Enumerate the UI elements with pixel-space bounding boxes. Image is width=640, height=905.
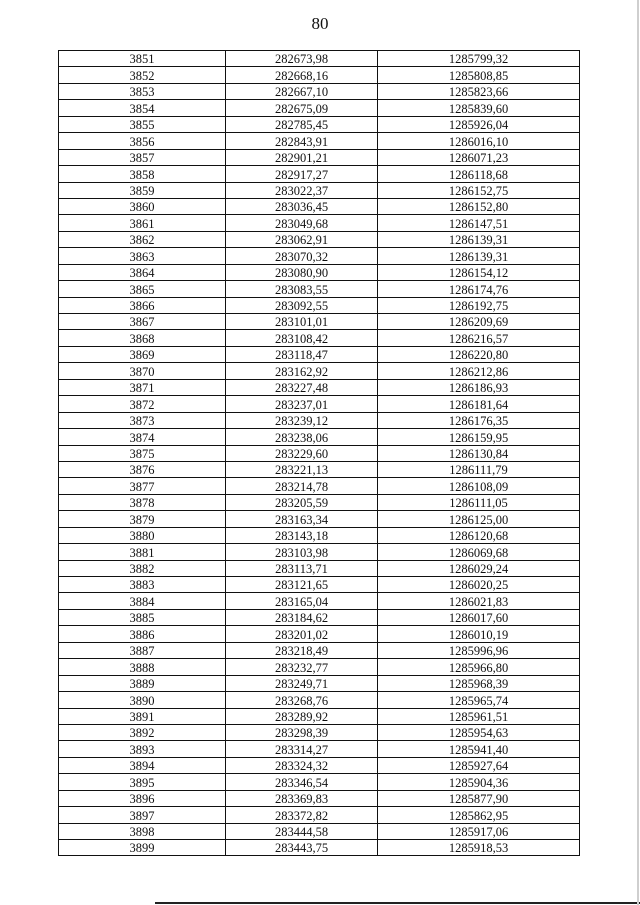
point-number-cell: 3899 (59, 840, 226, 856)
table-row (59, 741, 580, 757)
point-number-cell: 3889 (59, 675, 226, 691)
table-row (59, 396, 580, 412)
point-number-cell: 3876 (59, 461, 226, 477)
x-coordinate-cell: 283444,58 (226, 823, 378, 839)
table-row (59, 774, 580, 790)
point-number-cell: 3852 (59, 67, 226, 83)
table-row (59, 461, 580, 477)
y-coordinate-cell: 1285877,90 (378, 790, 580, 806)
x-coordinate-cell: 283121,65 (226, 577, 378, 593)
x-coordinate-cell: 282675,09 (226, 100, 378, 116)
table-row (59, 215, 580, 231)
x-coordinate-cell: 283214,78 (226, 478, 378, 494)
y-coordinate-cell: 1286125,00 (378, 511, 580, 527)
table-row (59, 297, 580, 313)
point-number-cell: 3893 (59, 741, 226, 757)
table-row (59, 231, 580, 247)
y-coordinate-cell: 1285966,80 (378, 659, 580, 675)
x-coordinate-cell: 283372,82 (226, 807, 378, 823)
table-row (59, 626, 580, 642)
y-coordinate-cell: 1285941,40 (378, 741, 580, 757)
point-number-cell: 3872 (59, 396, 226, 412)
y-coordinate-cell: 1286174,76 (378, 281, 580, 297)
x-coordinate-cell: 283324,32 (226, 757, 378, 773)
x-coordinate-cell: 283201,02 (226, 626, 378, 642)
y-coordinate-cell: 1286186,93 (378, 379, 580, 395)
point-number-cell: 3867 (59, 314, 226, 330)
x-coordinate-cell: 283239,12 (226, 412, 378, 428)
x-coordinate-cell: 283205,59 (226, 494, 378, 510)
table-row (59, 577, 580, 593)
x-coordinate-cell: 283229,60 (226, 445, 378, 461)
table-row (59, 494, 580, 510)
y-coordinate-cell: 1285961,51 (378, 708, 580, 724)
x-coordinate-cell: 283162,92 (226, 363, 378, 379)
x-coordinate-cell: 283238,06 (226, 429, 378, 445)
point-number-cell: 3892 (59, 724, 226, 740)
page-number: 80 (311, 14, 329, 33)
point-number-cell: 3881 (59, 544, 226, 560)
table-row (59, 692, 580, 708)
point-number-cell: 3859 (59, 182, 226, 198)
point-number-cell: 3877 (59, 478, 226, 494)
table-row (59, 840, 580, 856)
y-coordinate-cell: 1286176,35 (378, 412, 580, 428)
table-row (59, 560, 580, 576)
point-number-cell: 3896 (59, 790, 226, 806)
point-number-cell: 3884 (59, 593, 226, 609)
x-coordinate-cell: 282673,98 (226, 51, 378, 67)
x-coordinate-cell: 283113,71 (226, 560, 378, 576)
point-number-cell: 3851 (59, 51, 226, 67)
y-coordinate-cell: 1285954,63 (378, 724, 580, 740)
x-coordinate-cell: 283108,42 (226, 330, 378, 346)
y-coordinate-cell: 1286071,23 (378, 149, 580, 165)
x-coordinate-cell: 282901,21 (226, 149, 378, 165)
table-row (59, 708, 580, 724)
table-row (59, 724, 580, 740)
table-row (59, 659, 580, 675)
point-number-cell: 3890 (59, 692, 226, 708)
y-coordinate-cell: 1285926,04 (378, 116, 580, 132)
table-row (59, 51, 580, 67)
table-row (59, 166, 580, 182)
y-coordinate-cell: 1286108,09 (378, 478, 580, 494)
table-row (59, 642, 580, 658)
y-coordinate-cell: 1285862,95 (378, 807, 580, 823)
point-number-cell: 3879 (59, 511, 226, 527)
table-row (59, 281, 580, 297)
y-coordinate-cell: 1286118,68 (378, 166, 580, 182)
point-number-cell: 3883 (59, 577, 226, 593)
y-coordinate-cell: 1286152,80 (378, 198, 580, 214)
x-coordinate-cell: 283103,98 (226, 544, 378, 560)
x-coordinate-cell: 283083,55 (226, 281, 378, 297)
y-coordinate-cell: 1286220,80 (378, 346, 580, 362)
x-coordinate-cell: 283165,04 (226, 593, 378, 609)
y-coordinate-cell: 1285996,96 (378, 642, 580, 658)
x-coordinate-cell: 283062,91 (226, 231, 378, 247)
x-coordinate-cell: 283184,62 (226, 609, 378, 625)
y-coordinate-cell: 1285904,36 (378, 774, 580, 790)
table-row (59, 314, 580, 330)
point-number-cell: 3886 (59, 626, 226, 642)
point-number-cell: 3856 (59, 133, 226, 149)
y-coordinate-cell: 1286152,75 (378, 182, 580, 198)
y-coordinate-cell: 1286147,51 (378, 215, 580, 231)
x-coordinate-cell: 282785,45 (226, 116, 378, 132)
coordinates-table (58, 50, 580, 856)
x-coordinate-cell: 282917,27 (226, 166, 378, 182)
x-coordinate-cell: 283237,01 (226, 396, 378, 412)
y-coordinate-cell: 1285927,64 (378, 757, 580, 773)
point-number-cell: 3870 (59, 363, 226, 379)
x-coordinate-cell: 283369,83 (226, 790, 378, 806)
x-coordinate-cell: 282843,91 (226, 133, 378, 149)
point-number-cell: 3895 (59, 774, 226, 790)
table-row (59, 823, 580, 839)
table-row (59, 100, 580, 116)
point-number-cell: 3873 (59, 412, 226, 428)
x-coordinate-cell: 283022,37 (226, 182, 378, 198)
table-row (59, 346, 580, 362)
y-coordinate-cell: 1286120,68 (378, 527, 580, 543)
table-row (59, 133, 580, 149)
table-body (59, 51, 580, 856)
table-row (59, 675, 580, 691)
point-number-cell: 3871 (59, 379, 226, 395)
x-coordinate-cell: 282668,16 (226, 67, 378, 83)
y-coordinate-cell: 1286181,64 (378, 396, 580, 412)
table-row (59, 83, 580, 99)
table-row (59, 116, 580, 132)
y-coordinate-cell: 1285918,53 (378, 840, 580, 856)
x-coordinate-cell: 283163,34 (226, 511, 378, 527)
point-number-cell: 3897 (59, 807, 226, 823)
scan-edge-shadow (637, 0, 639, 905)
point-number-cell: 3898 (59, 823, 226, 839)
point-number-cell: 3880 (59, 527, 226, 543)
scan-border-line (155, 902, 640, 904)
table-row (59, 544, 580, 560)
y-coordinate-cell: 1285839,60 (378, 100, 580, 116)
table-row (59, 379, 580, 395)
table-row (59, 757, 580, 773)
point-number-cell: 3854 (59, 100, 226, 116)
y-coordinate-cell: 1286209,69 (378, 314, 580, 330)
x-coordinate-cell: 283298,39 (226, 724, 378, 740)
point-number-cell: 3864 (59, 264, 226, 280)
point-number-cell: 3862 (59, 231, 226, 247)
x-coordinate-cell: 282667,10 (226, 83, 378, 99)
point-number-cell: 3857 (59, 149, 226, 165)
y-coordinate-cell: 1286017,60 (378, 609, 580, 625)
table-row (59, 511, 580, 527)
y-coordinate-cell: 1285917,06 (378, 823, 580, 839)
table-row (59, 429, 580, 445)
x-coordinate-cell: 283346,54 (226, 774, 378, 790)
y-coordinate-cell: 1286154,12 (378, 264, 580, 280)
y-coordinate-cell: 1286212,86 (378, 363, 580, 379)
x-coordinate-cell: 283143,18 (226, 527, 378, 543)
point-number-cell: 3860 (59, 198, 226, 214)
y-coordinate-cell: 1286016,10 (378, 133, 580, 149)
x-coordinate-cell: 283092,55 (226, 297, 378, 313)
point-number-cell: 3885 (59, 609, 226, 625)
y-coordinate-cell: 1285799,32 (378, 51, 580, 67)
point-number-cell: 3882 (59, 560, 226, 576)
x-coordinate-cell: 283101,01 (226, 314, 378, 330)
table-row (59, 149, 580, 165)
table-row (59, 593, 580, 609)
point-number-cell: 3858 (59, 166, 226, 182)
table-row (59, 609, 580, 625)
x-coordinate-cell: 283227,48 (226, 379, 378, 395)
x-coordinate-cell: 283218,49 (226, 642, 378, 658)
x-coordinate-cell: 283443,75 (226, 840, 378, 856)
x-coordinate-cell: 283118,47 (226, 346, 378, 362)
x-coordinate-cell: 283232,77 (226, 659, 378, 675)
y-coordinate-cell: 1286020,25 (378, 577, 580, 593)
y-coordinate-cell: 1286139,31 (378, 231, 580, 247)
y-coordinate-cell: 1286010,19 (378, 626, 580, 642)
point-number-cell: 3853 (59, 83, 226, 99)
y-coordinate-cell: 1286029,24 (378, 560, 580, 576)
table-row (59, 807, 580, 823)
table-row (59, 790, 580, 806)
x-coordinate-cell: 283070,32 (226, 248, 378, 264)
y-coordinate-cell: 1286021,83 (378, 593, 580, 609)
point-number-cell: 3861 (59, 215, 226, 231)
table-row (59, 527, 580, 543)
point-number-cell: 3887 (59, 642, 226, 658)
table-row (59, 363, 580, 379)
y-coordinate-cell: 1285968,39 (378, 675, 580, 691)
x-coordinate-cell: 283268,76 (226, 692, 378, 708)
y-coordinate-cell: 1286111,05 (378, 494, 580, 510)
table-row (59, 445, 580, 461)
point-number-cell: 3891 (59, 708, 226, 724)
y-coordinate-cell: 1286139,31 (378, 248, 580, 264)
table-row (59, 412, 580, 428)
point-number-cell: 3878 (59, 494, 226, 510)
table-row (59, 330, 580, 346)
table-row (59, 478, 580, 494)
table-row (59, 248, 580, 264)
point-number-cell: 3874 (59, 429, 226, 445)
table-row (59, 182, 580, 198)
x-coordinate-cell: 283036,45 (226, 198, 378, 214)
point-number-cell: 3865 (59, 281, 226, 297)
x-coordinate-cell: 283221,13 (226, 461, 378, 477)
y-coordinate-cell: 1286069,68 (378, 544, 580, 560)
point-number-cell: 3894 (59, 757, 226, 773)
point-number-cell: 3855 (59, 116, 226, 132)
y-coordinate-cell: 1286192,75 (378, 297, 580, 313)
y-coordinate-cell: 1285965,74 (378, 692, 580, 708)
y-coordinate-cell: 1285808,85 (378, 67, 580, 83)
point-number-cell: 3868 (59, 330, 226, 346)
x-coordinate-cell: 283249,71 (226, 675, 378, 691)
x-coordinate-cell: 283314,27 (226, 741, 378, 757)
table-row (59, 198, 580, 214)
y-coordinate-cell: 1286216,57 (378, 330, 580, 346)
y-coordinate-cell: 1286159,95 (378, 429, 580, 445)
point-number-cell: 3875 (59, 445, 226, 461)
point-number-cell: 3869 (59, 346, 226, 362)
y-coordinate-cell: 1286130,84 (378, 445, 580, 461)
x-coordinate-cell: 283080,90 (226, 264, 378, 280)
x-coordinate-cell: 283049,68 (226, 215, 378, 231)
y-coordinate-cell: 1285823,66 (378, 83, 580, 99)
x-coordinate-cell: 283289,92 (226, 708, 378, 724)
table-row (59, 67, 580, 83)
table-row (59, 264, 580, 280)
point-number-cell: 3863 (59, 248, 226, 264)
point-number-cell: 3888 (59, 659, 226, 675)
y-coordinate-cell: 1286111,79 (378, 461, 580, 477)
point-number-cell: 3866 (59, 297, 226, 313)
